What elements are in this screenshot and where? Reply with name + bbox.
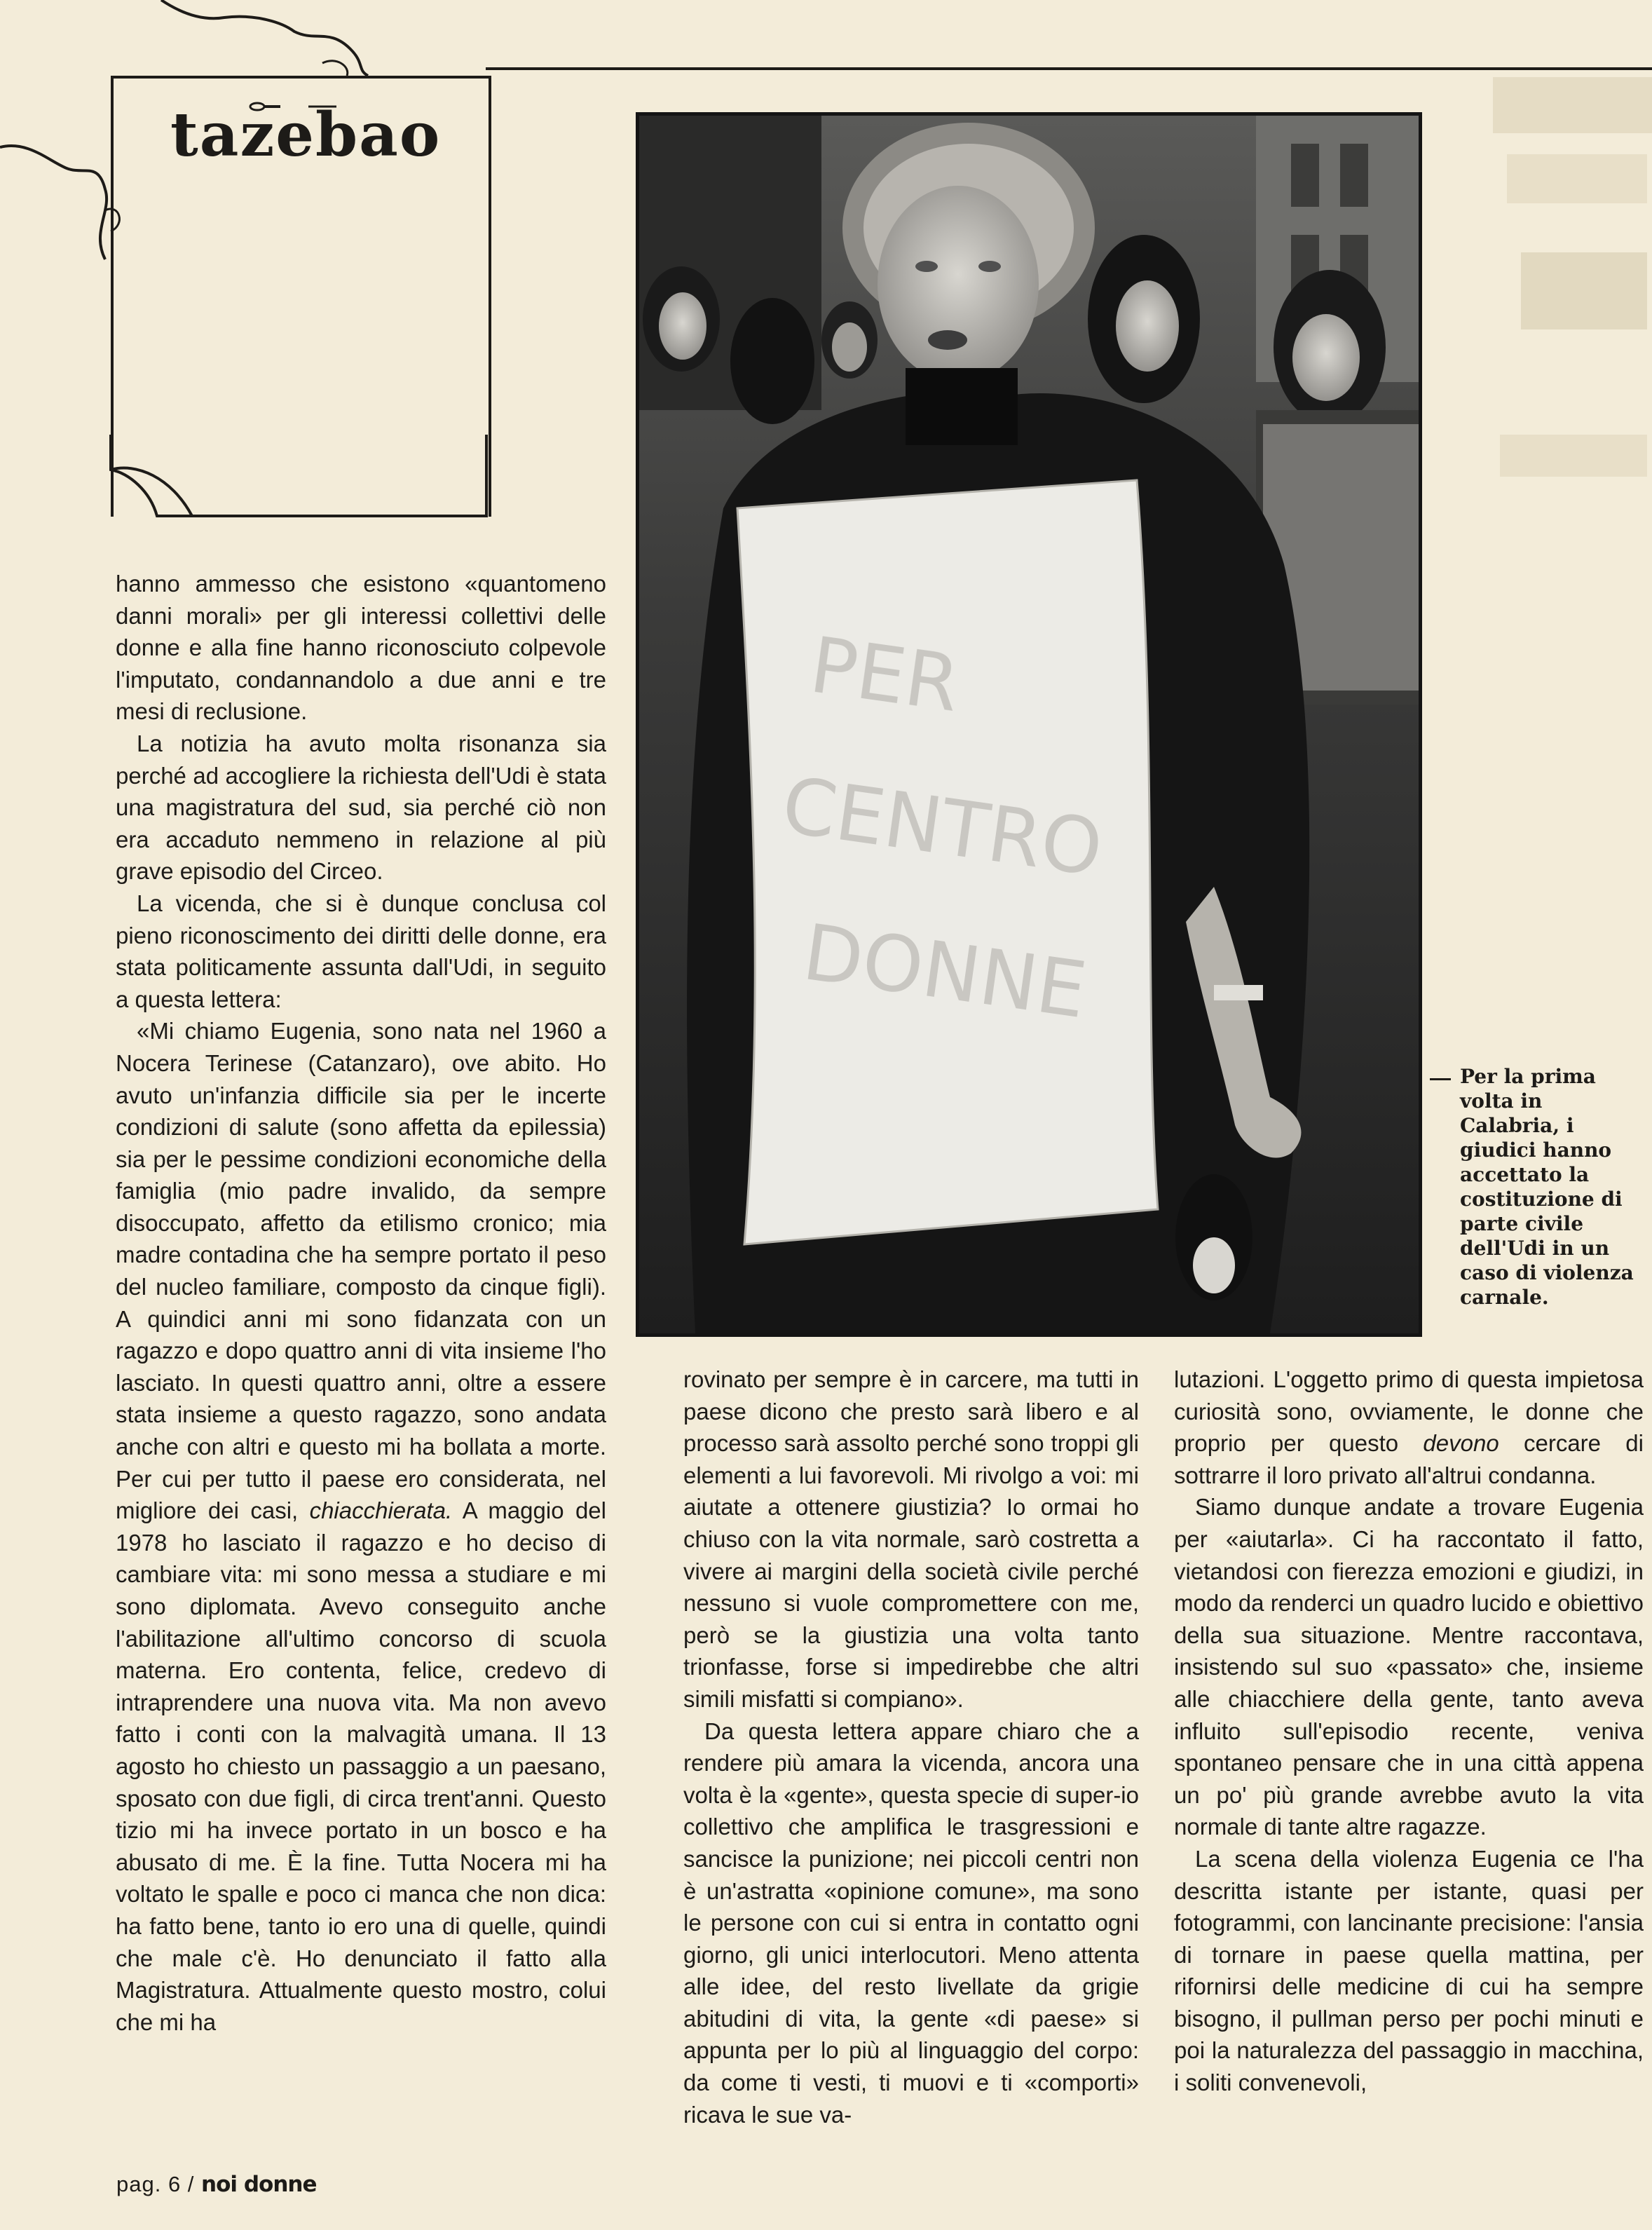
paragraph: Siamo dunque andate a trovare Eugenia per «aiutarla». Ci ha raccontato il fatto, vietandosi con fierezza emozioni e giudizi, in modo da renderci un quadro lucido e obiettivo della sua situazione. Mentre raccontava, insistendo sul suo «passato» che, insieme alle chiacchiere della gente, tanto aveva influito sull'episodio recente, veniva spontaneo pensare che in una città appena un po' più grande avrebbe avuto la vita normale di tante altre ragazze.	[1174, 1494, 1644, 1840]
svg-text:DONNE: DONNE	[798, 906, 1092, 1036]
svg-text:PER: PER	[805, 619, 965, 730]
column-2	[683, 1364, 1139, 2130]
paragraph: La scena della violenza Eugenia ce l'ha descritta istante per istante, quasi per fotogrammi, con lancinante precisione: l'ansia di tornare in paese quella mattina, per rifornirsi delle medicine di cui ha sempre bisogno, il pullman perso per pochi minuti e poi la naturalezza del passaggio in macchina, i soliti convenevoli,	[1174, 1845, 1644, 2096]
top-rule	[486, 67, 1652, 70]
caption-pointer	[1430, 1078, 1451, 1080]
paragraph: hanno ammesso che esistono «quantomeno danni morali» per gli interessi collettivi delle donne e alla fine hanno riconosciuto colpevole l'imputato, condannandolo a due anni e tre mesi di reclusione.	[116, 571, 606, 725]
italic-text: chiacchierata.	[309, 1497, 453, 1524]
svg-text:CENTRO: CENTRO	[777, 759, 1108, 894]
paragraph: Da questa lettera appare chiaro che a rendere più amara la vicenda, ancora una volta è la «gente», questa specie di super-io collettivo che amplifica le trasgressioni e sancisce la punizione; nei piccoli centri non è un'astratta «opinione comune», ma sono le persone con cui si entra in contatto ogni giorno, gli unici interlocutori. Meno attenta alle idee, del resto livellate da grigie abitudini di vita, la gente «di paese» si appunta per lo più al linguaggio del corpo: da come ti vesti, ti muovi e ti «comporti» ricava le sue va-	[683, 1718, 1139, 2128]
paragraph: La notizia ha avuto molta risonanza sia perché ad accogliere la richiesta dell'Udi è stata una magistratura del sud, sia perché ciò non era accaduto nemmeno in relazione al più grave episodio del Circeo.	[116, 730, 606, 885]
photo-caption: Per la prima volta in Calabria, i giudici hanno accettato la costituzione di parte civile dell'Udi in un caso di violenza carnale.	[1460, 1065, 1634, 1309]
paragraph: rovinato per sempre è in carcere, ma tutti in paese dicono che presto sarà libero e al processo sarà assolto perché sono troppi gli elementi a lui favorevoli. Mi rivolgo a voi: mi aiutate a ottenere giustizia? Io ormai ho chiuso con la vita normale, sarò costretta a vivere ai margini della società civile perché nessuno si vuole compromettere con me, però se la giustizia una volta tanto trionfasse, forse si impedirebbe che altri simili misfatti si compiano».	[683, 1366, 1139, 1712]
column-1	[116, 568, 606, 2038]
show-through-shadow	[1479, 70, 1652, 701]
paragraph: La vicenda, che si è dunque conclusa col pieno riconoscimento dei diritti delle donne, era stata politicamente assunta dall'Udi, in seguito a questa lettera:	[116, 890, 606, 1012]
protest-photo	[636, 112, 1422, 1337]
column-3	[1174, 1364, 1644, 2099]
magazine-name: noi donne	[201, 2172, 317, 2197]
italic-text: devono	[1423, 1430, 1499, 1457]
text-run: «Mi chiamo Eugenia, sono nata nel 1960 a Nocera Terinese (Catanzaro), ove abito. Ho avuto un'infanzia difficile sia per le incerte condizioni di salute (sono affetta da epilessia) sia per le pessime condizioni economiche della famiglia (mio padre invalido, da sempre disoccupato, affetto da etilismo cronico; mia madre contadina che ha sempre portato il peso del nucleo familiare, composto da cinque figli). A quindici anni mi sono fidanzata con un ragazzo e dopo quattro anni di vita insieme l'ho lasciato. In questi quattro anni, oltre a essere stata insieme a questo ragazzo, sono andata anche con altri e questo mi ha bollata a morte. Per cui per tutto il paese ero considerata, nel migliore dei casi,	[116, 1018, 606, 1524]
text-run: cercare di sottrarre il loro privato all'altrui condanna.	[1174, 1430, 1644, 1488]
text-run: lutazioni. L'oggetto primo di questa impietosa curiosità sono, ovviamente, le donne che proprio per questo	[1174, 1366, 1644, 1457]
paragraph	[116, 1015, 606, 2038]
page-curl	[108, 435, 500, 519]
page-number: pag. 6 /	[116, 2172, 195, 2196]
page-footer	[116, 2172, 316, 2197]
section-logo: tazebao	[170, 100, 442, 170]
paragraph	[1174, 1364, 1644, 1491]
text-run: A maggio del 1978 ho lasciato il ragazzo e ho deciso di cambiare vita: mi sono messa a studiare e mi sono diplomata. Avevo conseguito anche l'abilitazione all'ultimo concorso di scuola materna. Ero contenta, felice, credevo di intraprendere una nuova vita. Ma non avevo fatto i conti con la malvagità umana. Il 13 agosto ho chiesto un passaggio a un paesano, sposato con due figli, di circa trent'anni. Questo tizio mi ha invece portato in un bosco e ha abusato di me. È la fine. Tutta Nocera mi ha voltato le spalle e poco ci manca che non dica: ha fatto bene, tanto io ero una di quelle, quindi che male c'è. Ho denunciato il fatto alla Magistratura. Attualmente questo mostro, colui che mi ha	[116, 1497, 606, 2035]
